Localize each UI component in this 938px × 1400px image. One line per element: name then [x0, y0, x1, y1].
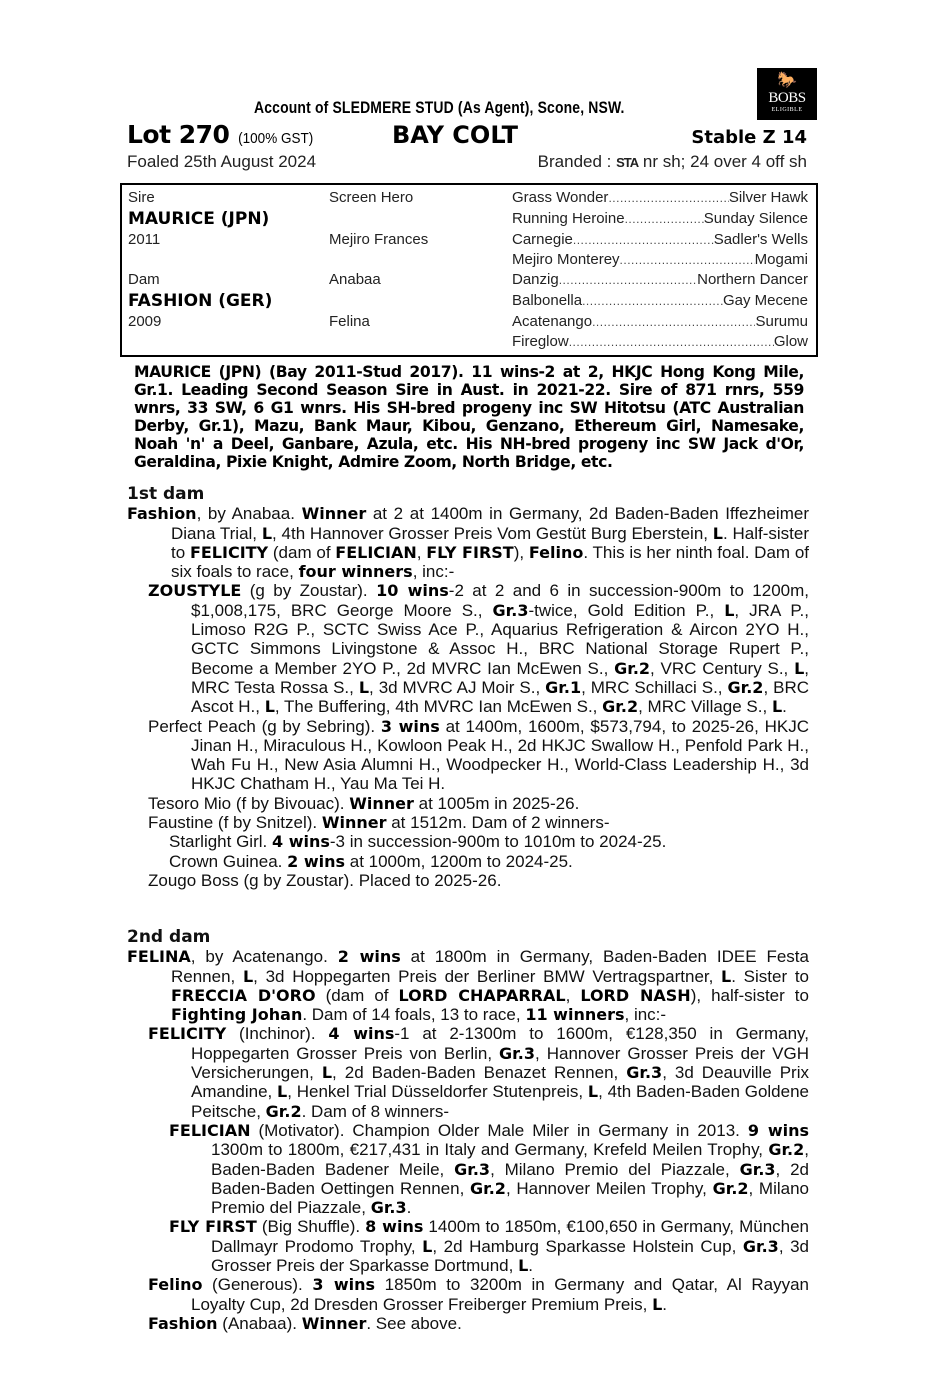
stable-location: Stable Z 14 [691, 127, 807, 148]
bold-emphasis: Fighting Johan [171, 1005, 303, 1025]
bold-emphasis: LORD NASH [580, 985, 691, 1005]
gen3-row [512, 333, 808, 350]
sire-dam: Mejiro Frances [329, 231, 429, 248]
bold-emphasis: Felino [148, 1275, 203, 1295]
dam-dam: Felina [329, 313, 370, 330]
gen3-row [512, 251, 808, 268]
pedigree-entry: ZOUSTYLE (g by Zoustar). 10 wins-2 at 2 and 6 in succession-900m to 1200m, $1,008,175, BRC George Moore S., Gr.3-twice, Gold Edition P., L, JRA P., Limoso R2G P., SCTC Swiss Ace P., Aquarius Refrigeration & Aircon 2YO H., GCTC Simmons Livingstone & Assoc H., BRC National Storage Rupert P., Become a Member 2YO P., 2d MVRC Ian McEwen S., Gr.2, VRC Century S., L, MRC Testa Rossa S., L, 3d MVRC AJ Moir S., Gr.1, MRC Schillaci S., Gr.2, BRC Ascot H., L, The Buffering, 4th MVRC Ian McEwen S., Gr.2, MRC Village S., L. [148, 581, 810, 717]
gen3-sire: Glow [773, 333, 808, 350]
gen3-name: Danzig [512, 271, 559, 288]
pedigree-entry: Perfect Peach (g by Sebring). 3 wins at 1400m, 1600m, $573,794, to 2025-26, HKJC Jinan H., Miraculous H., Kowloon Peak H., 2d HKJC Swallow H., Penfold Park H., Wah Fu H., New Asia Alumni H., Woodpecker H., World-Class Leadership H., 3d HKJC Chatham H., Yau Ma Tei H. [148, 716, 809, 794]
first-dam-entries [127, 504, 809, 890]
gen3-sire: Gay Mecene [722, 292, 808, 309]
bold-emphasis: ZOUSTYLE [148, 581, 242, 601]
bold-emphasis: Gr.3 [454, 1159, 491, 1179]
bold-emphasis: Gr.2 [712, 1178, 749, 1198]
second-dam-heading: 2nd dam [127, 927, 211, 947]
dam-sire: Anabaa [329, 271, 381, 288]
second-dam-section [127, 928, 809, 1333]
gen3-row [512, 292, 808, 309]
lot-number [127, 120, 317, 149]
bold-emphasis: FLY FIRST [169, 1217, 257, 1237]
pedigree-entry: FELICITY (Inchinor). 4 wins-1 at 2-1300m to 1600m, €128,350 in Germany, Hoppegarten Grosser Preis von Berlin, Gr.3, Hannover Grosser Preis der VGH Versicherungen, L, 2d Baden-Baden Benazet Rennen, Gr.3, 3d Deauville Prix Amandine, L, Henkel Trial Düsseldorfer Stutenpreis, L, 4th Baden-Baden Goldene Peitsche, Gr.2. Dam of 8 winners- [148, 1024, 809, 1121]
gen3-sire: Northern Dancer [697, 271, 808, 288]
gen3-row [512, 210, 808, 227]
bold-emphasis: 11 winners [525, 1005, 625, 1025]
gen3-row [512, 271, 808, 288]
bold-emphasis: Gr.1 [545, 677, 582, 697]
sire-name: MAURICE (JPN) [128, 209, 270, 229]
bold-emphasis: 2 wins [337, 947, 401, 967]
bold-emphasis: L [277, 1082, 288, 1102]
gen3-row [512, 189, 808, 206]
bold-emphasis: Winner [301, 1313, 367, 1333]
pedigree-entry: Crown Guinea. 2 wins at 1000m, 1200m to 2024-25. [169, 851, 573, 871]
bold-emphasis: Gr.2 [469, 1178, 506, 1198]
bold-emphasis: Fashion [127, 504, 197, 524]
pedigree-entry: Starlight Girl. 4 wins-3 in succession-900m to 1010m to 2024-25. [169, 832, 667, 852]
pedigree-entry: Zougo Boss (g by Zoustar). Placed to 2025-26. [148, 870, 502, 890]
gen3-sire: Surumu [755, 313, 808, 330]
gen3-row [512, 313, 808, 330]
bold-emphasis: Winner [349, 793, 414, 813]
bold-emphasis: Gr.3 [492, 600, 529, 620]
bold-emphasis: FELICIAN [169, 1120, 251, 1140]
brand-mark-icon: STA [616, 155, 639, 170]
bold-emphasis: Gr.2 [768, 1140, 805, 1160]
gen3-sire: Sadler's Wells [713, 231, 808, 248]
first-dam-section [127, 485, 809, 890]
bold-emphasis: L [794, 658, 805, 678]
pedigree-entry: Fashion (Anabaa). Winner. See above. [148, 1313, 462, 1333]
bold-emphasis: Felino [528, 542, 584, 562]
gen3-name: Fireglow [512, 333, 569, 350]
sire-summary: MAURICE (JPN) (Bay 2011-Stud 2017). 11 wins-2 at 2, HKJC Hong Kong Mile, Gr.1. Leading Second Season Sire in Aust. in 2021-22. Sire of 871 rnrs, 559 wnrs, 33 SW, 6 G1 wnrs. His SH-bred progeny inc SW Hitotsu (ATC Australian Derby, Gr.1), Mazu, Bank Maur, Kibou, Genzano, Ethereum Girl, Namesake, Noah 'n' a Deel, Ganbare, Azula, etc. His NH-bred progeny inc SW Jack d'Or, Geraldina, Pixie Knight, Admire Zoom, North Bridge, etc. [134, 363, 804, 471]
bold-emphasis: 8 wins [365, 1217, 424, 1237]
horse-head-icon: 🐎 [777, 72, 797, 89]
sire-sire: Screen Hero [329, 189, 414, 206]
branded-prefix: Branded : [537, 152, 617, 171]
leader-dots [592, 313, 755, 330]
bold-emphasis: L [422, 1236, 433, 1256]
gen3-name: Carnegie [512, 231, 573, 248]
leader-dots [559, 271, 697, 288]
bold-emphasis: FELICITY [148, 1024, 227, 1044]
pedigree-entry: FLY FIRST (Big Shuffle). 8 wins 1400m to 1850m, €100,650 in Germany, München Dallmayr Prodomo Trophy, L, 2d Hamburg Sparkasse Holstein Cup, Gr.3, 3d Grosser Preis der Sparkasse Dortmund, L. [169, 1217, 810, 1276]
bold-emphasis: 4 wins [271, 832, 330, 852]
bold-emphasis: Gr.3 [626, 1063, 663, 1083]
bold-emphasis: Gr.2 [614, 658, 651, 678]
gen3-name: Grass Wonder [512, 189, 609, 206]
leader-dots [569, 333, 774, 350]
bold-emphasis: FELICITY [189, 542, 269, 562]
bold-emphasis: Gr.2 [602, 697, 639, 717]
gen3-name: Balbonella [512, 292, 583, 309]
gen3-sire: Silver Hawk [728, 189, 808, 206]
bold-emphasis: 3 wins [380, 716, 440, 736]
bold-emphasis: 9 wins [747, 1120, 809, 1140]
bold-emphasis: LORD CHAPARRAL [398, 985, 566, 1005]
bold-emphasis: Winner [321, 813, 387, 833]
logo-text-top: BOBS [768, 90, 806, 106]
leader-dots [573, 231, 714, 248]
bold-emphasis: L [264, 697, 275, 717]
horse-description: BAY COLT [392, 121, 519, 149]
bold-emphasis: four winners [298, 562, 413, 582]
bold-emphasis: L [587, 1082, 599, 1102]
gen3-row [512, 231, 808, 248]
bold-emphasis: L [771, 697, 783, 717]
gen3-sire: Sunday Silence [703, 210, 808, 227]
bold-emphasis: 10 wins [376, 581, 449, 601]
branded-suffix: nr sh; 24 over 4 off sh [638, 152, 807, 171]
dam-year: 2009 [128, 313, 162, 330]
bold-emphasis: Gr.2 [727, 677, 764, 697]
logo-text-bottom: ELIGIBLE [771, 107, 803, 113]
bold-emphasis: Gr.2 [265, 1101, 302, 1121]
lot-label: Lot 270 [127, 120, 230, 149]
gen3-name: Acatenango [512, 313, 593, 330]
bold-emphasis: Winner [301, 504, 367, 524]
bold-emphasis: L [712, 523, 723, 543]
dam-label: Dam [128, 271, 160, 288]
gen3-name: Running Heroine [512, 210, 625, 227]
bold-emphasis: 2 wins [287, 851, 346, 871]
gst-note: (100% GST) [238, 130, 314, 147]
bold-emphasis: Gr.3 [739, 1159, 776, 1179]
pedigree-entry: Faustine (f by Snitzel). Winner at 1512m. Dam of 2 winners- [148, 813, 610, 833]
bold-emphasis: L [261, 523, 273, 543]
sire-year: 2011 [128, 231, 161, 248]
bold-emphasis: L [724, 600, 735, 620]
sire-label: Sire [128, 189, 155, 206]
second-dam-entries [127, 947, 809, 1333]
leader-dots [620, 251, 755, 268]
bold-emphasis: FLY FIRST [426, 542, 514, 562]
pedigree-entry: FELINA, by Acatenango. 2 wins at 1800m in Germany, Baden-Baden IDEE Festa Rennen, L, 3d Hoppegarten Preis der Berliner BMW Vertragspartner, L. Sister to FRECCIA D'ORO (dam of LORD CHAPARRAL, LORD NASH), half-sister to Fighting Johan. Dam of 14 foals, 13 to race, 11 winners, inc:- [127, 947, 809, 1025]
leader-dots [582, 292, 723, 309]
brand-description [538, 152, 807, 172]
bold-emphasis: 3 wins [312, 1275, 376, 1295]
first-dam-heading: 1st dam [127, 484, 205, 504]
bold-emphasis: L [321, 1063, 333, 1083]
leader-dots [625, 210, 704, 227]
pedigree-entry: Felino (Generous). 3 wins 1850m to 3200m in Germany and Qatar, Al Rayyan Loyalty Cup, 2d Dresden Grosser Freiberger Premium Preis, L. [148, 1275, 809, 1314]
bold-emphasis: FELINA [127, 947, 191, 967]
bold-emphasis: Gr.3 [499, 1043, 535, 1063]
bold-emphasis: Gr.3 [370, 1198, 407, 1218]
dam-name: FASHION (GER) [128, 291, 273, 311]
foaled-date: Foaled 25th August 2024 [127, 152, 317, 171]
bold-emphasis: FELICIAN [335, 542, 417, 562]
bold-emphasis: 4 wins [328, 1024, 395, 1044]
leader-dots [608, 189, 728, 206]
bold-emphasis: L [242, 966, 254, 986]
vendor-account: Account of SLEDMERE STUD (As Agent), Scone, NSW. [254, 98, 625, 117]
bobs-eligible-logo [757, 68, 817, 120]
gen3-name: Mejiro Monterey [512, 251, 620, 268]
pedigree-entry: Fashion, by Anabaa. Winner at 2 at 1400m in Germany, 2d Baden-Baden Iffezheimer Diana Trial, L, 4th Hannover Grosser Preis Vom Gestüt Burg Eberstein, L. Half-sister to FELICITY (dam of FELICIAN, FLY FIRST), Felino. This is her ninth foal. Dam of six foals to race, four winners, inc:- [127, 504, 809, 582]
pedigree-table [120, 183, 818, 357]
bold-emphasis: L [652, 1294, 663, 1314]
bold-emphasis: L [518, 1256, 529, 1276]
bold-emphasis: Gr.3 [742, 1236, 779, 1256]
gen3-sire: Mogami [754, 251, 808, 268]
bold-emphasis: Fashion [148, 1313, 218, 1333]
pedigree-entry: Tesoro Mio (f by Bivouac). Winner at 1005m in 2025-26. [148, 793, 580, 813]
pedigree-entry: FELICIAN (Motivator). Champion Older Male Miler in Germany in 2013. 9 wins 1300m to 1800m, €217,431 in Italy and Germany, Krefeld Meilen Trophy, Gr.2, Baden-Baden Badener Meile, Gr.3, Milano Premio del Piazzale, Gr.3, 2d Baden-Baden Oettingen Rennen, Gr.2, Hannover Meilen Trophy, Gr.2, Milano Premio del Piazzale, Gr.3. [169, 1120, 810, 1218]
bold-emphasis: FRECCIA D'ORO [171, 985, 316, 1005]
bold-emphasis: L [721, 966, 732, 986]
bold-emphasis: L [358, 677, 370, 697]
